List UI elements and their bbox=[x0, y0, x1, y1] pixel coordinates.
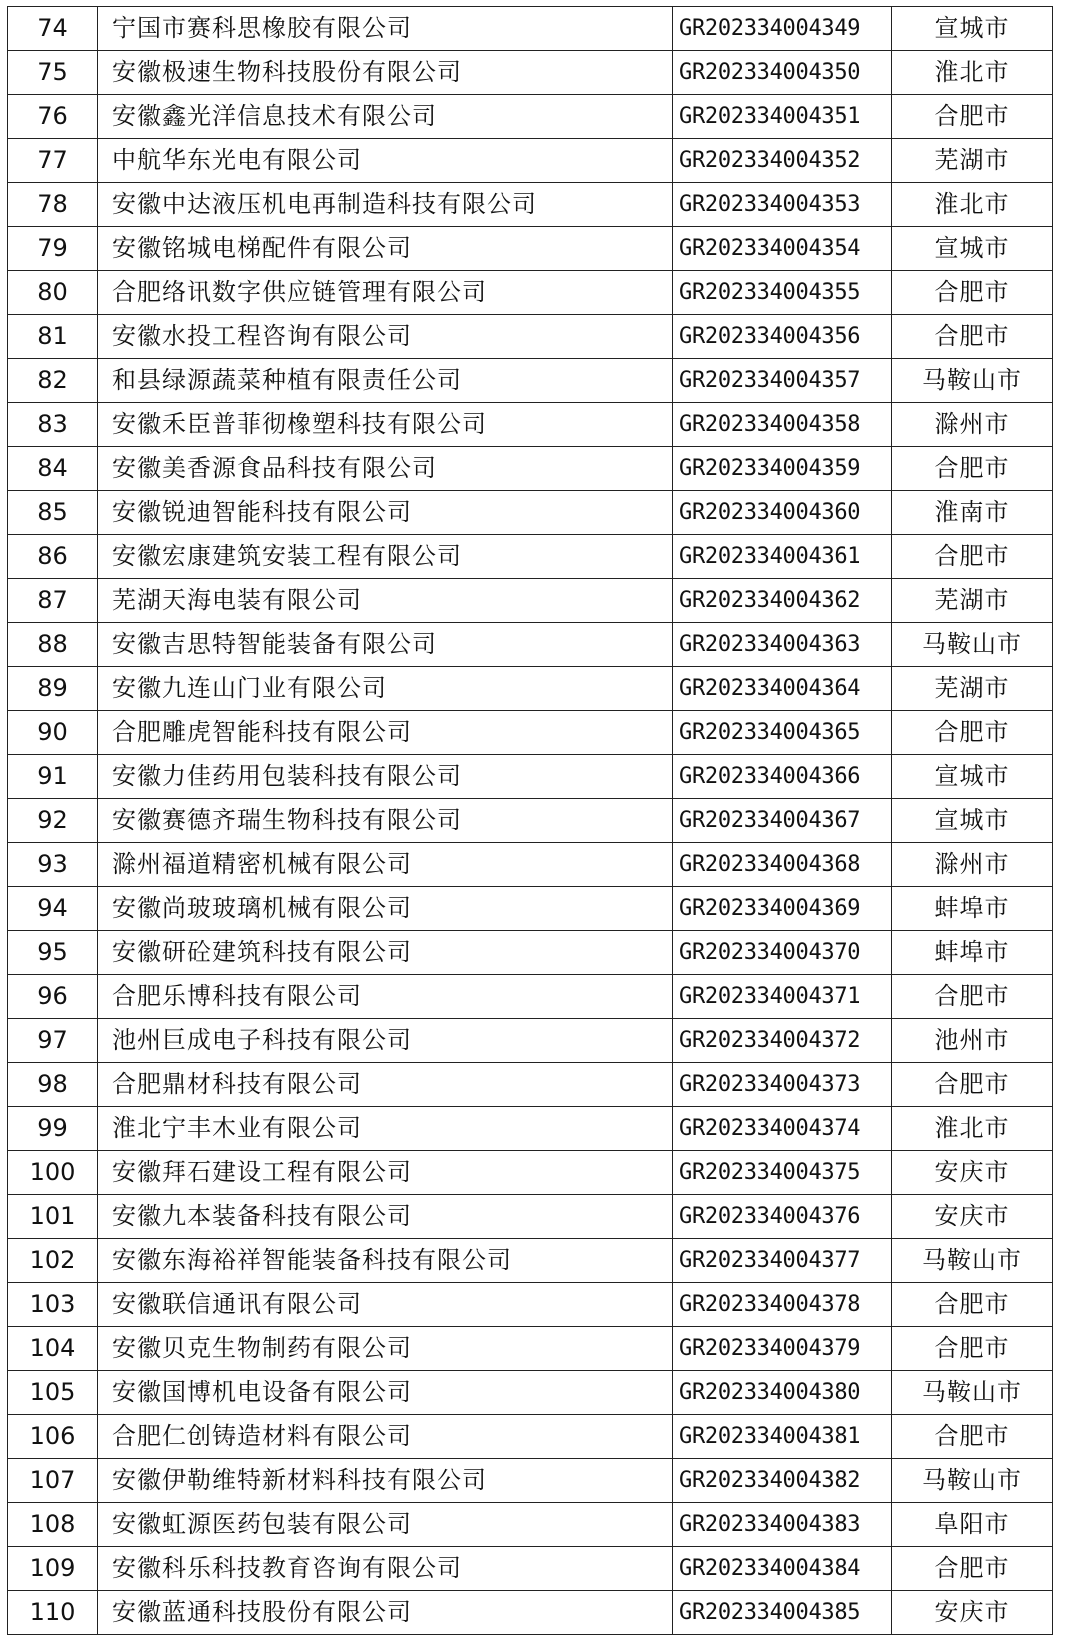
table-row bbox=[8, 799, 1053, 843]
row-number-cell: 85 bbox=[8, 491, 98, 535]
certificate-code-cell: GR202334004363 bbox=[673, 623, 892, 667]
row-number-cell: 96 bbox=[8, 975, 98, 1019]
certificate-code-cell: GR202334004380 bbox=[673, 1371, 892, 1415]
city-cell: 蚌埠市 bbox=[892, 931, 1053, 975]
certificate-code-cell: GR202334004383 bbox=[673, 1503, 892, 1547]
city-cell: 马鞍山市 bbox=[892, 1371, 1053, 1415]
row-number-cell: 75 bbox=[8, 51, 98, 95]
row-number-cell: 93 bbox=[8, 843, 98, 887]
city-cell: 马鞍山市 bbox=[892, 359, 1053, 403]
table-row bbox=[8, 887, 1053, 931]
row-number-cell: 74 bbox=[8, 7, 98, 51]
table-row bbox=[8, 1107, 1053, 1151]
certificate-code-cell: GR202334004369 bbox=[673, 887, 892, 931]
certificate-code-cell: GR202334004376 bbox=[673, 1195, 892, 1239]
table-row bbox=[8, 711, 1053, 755]
row-number-cell: 91 bbox=[8, 755, 98, 799]
certificate-code-cell: GR202334004368 bbox=[673, 843, 892, 887]
row-number-cell: 109 bbox=[8, 1547, 98, 1591]
city-cell: 合肥市 bbox=[892, 271, 1053, 315]
table-row bbox=[8, 227, 1053, 271]
certificate-code-cell: GR202334004378 bbox=[673, 1283, 892, 1327]
row-number-cell: 99 bbox=[8, 1107, 98, 1151]
table-row bbox=[8, 1591, 1053, 1635]
certificate-code-cell: GR202334004373 bbox=[673, 1063, 892, 1107]
company-name-cell: 安徽铭城电梯配件有限公司 bbox=[98, 227, 673, 271]
table-row bbox=[8, 315, 1053, 359]
table-row bbox=[8, 667, 1053, 711]
city-cell: 宣城市 bbox=[892, 7, 1053, 51]
city-cell: 合肥市 bbox=[892, 1327, 1053, 1371]
table-row bbox=[8, 1063, 1053, 1107]
row-number-cell: 78 bbox=[8, 183, 98, 227]
table-row bbox=[8, 139, 1053, 183]
certificate-code-cell: GR202334004371 bbox=[673, 975, 892, 1019]
certificate-code-cell: GR202334004359 bbox=[673, 447, 892, 491]
company-name-cell: 中航华东光电有限公司 bbox=[98, 139, 673, 183]
table-row bbox=[8, 95, 1053, 139]
table-row bbox=[8, 1503, 1053, 1547]
city-cell: 淮北市 bbox=[892, 51, 1053, 95]
company-name-cell: 池州巨成电子科技有限公司 bbox=[98, 1019, 673, 1063]
company-name-cell: 安徽水投工程咨询有限公司 bbox=[98, 315, 673, 359]
certificate-code-cell: GR202334004367 bbox=[673, 799, 892, 843]
row-number-cell: 76 bbox=[8, 95, 98, 139]
city-cell: 芜湖市 bbox=[892, 579, 1053, 623]
table-row bbox=[8, 1459, 1053, 1503]
company-name-cell: 安徽伊勒维特新材料科技有限公司 bbox=[98, 1459, 673, 1503]
certificate-code-cell: GR202334004377 bbox=[673, 1239, 892, 1283]
row-number-cell: 80 bbox=[8, 271, 98, 315]
row-number-cell: 98 bbox=[8, 1063, 98, 1107]
table-row bbox=[8, 1283, 1053, 1327]
table-row bbox=[8, 359, 1053, 403]
company-name-cell: 安徽极速生物科技股份有限公司 bbox=[98, 51, 673, 95]
company-name-cell: 安徽科乐科技教育咨询有限公司 bbox=[98, 1547, 673, 1591]
certificate-code-cell: GR202334004357 bbox=[673, 359, 892, 403]
company-name-cell: 安徽禾臣普菲彻橡塑科技有限公司 bbox=[98, 403, 673, 447]
city-cell: 淮南市 bbox=[892, 491, 1053, 535]
table-row bbox=[8, 51, 1053, 95]
city-cell: 蚌埠市 bbox=[892, 887, 1053, 931]
city-cell: 安庆市 bbox=[892, 1151, 1053, 1195]
company-name-cell: 安徽九本装备科技有限公司 bbox=[98, 1195, 673, 1239]
row-number-cell: 92 bbox=[8, 799, 98, 843]
certificate-code-cell: GR202334004362 bbox=[673, 579, 892, 623]
company-name-cell: 合肥乐博科技有限公司 bbox=[98, 975, 673, 1019]
certificate-code-cell: GR202334004354 bbox=[673, 227, 892, 271]
row-number-cell: 77 bbox=[8, 139, 98, 183]
certificate-code-cell: GR202334004374 bbox=[673, 1107, 892, 1151]
row-number-cell: 90 bbox=[8, 711, 98, 755]
city-cell: 合肥市 bbox=[892, 95, 1053, 139]
table-row bbox=[8, 1371, 1053, 1415]
row-number-cell: 105 bbox=[8, 1371, 98, 1415]
table-row bbox=[8, 1151, 1053, 1195]
row-number-cell: 101 bbox=[8, 1195, 98, 1239]
city-cell: 合肥市 bbox=[892, 1063, 1053, 1107]
company-name-cell: 安徽联信通讯有限公司 bbox=[98, 1283, 673, 1327]
city-cell: 宣城市 bbox=[892, 755, 1053, 799]
table-row bbox=[8, 1415, 1053, 1459]
row-number-cell: 102 bbox=[8, 1239, 98, 1283]
company-name-cell: 合肥雕虎智能科技有限公司 bbox=[98, 711, 673, 755]
city-cell: 马鞍山市 bbox=[892, 1459, 1053, 1503]
company-name-cell: 滁州福道精密机械有限公司 bbox=[98, 843, 673, 887]
row-number-cell: 94 bbox=[8, 887, 98, 931]
row-number-cell: 108 bbox=[8, 1503, 98, 1547]
city-cell: 宣城市 bbox=[892, 227, 1053, 271]
company-name-cell: 安徽研砼建筑科技有限公司 bbox=[98, 931, 673, 975]
table-row bbox=[8, 1239, 1053, 1283]
company-name-cell: 安徽蓝通科技股份有限公司 bbox=[98, 1591, 673, 1635]
enterprise-list-table-wrap bbox=[7, 6, 1053, 1635]
table-row bbox=[8, 931, 1053, 975]
company-name-cell: 安徽力佳药用包装科技有限公司 bbox=[98, 755, 673, 799]
row-number-cell: 104 bbox=[8, 1327, 98, 1371]
table-row bbox=[8, 579, 1053, 623]
row-number-cell: 106 bbox=[8, 1415, 98, 1459]
row-number-cell: 79 bbox=[8, 227, 98, 271]
certificate-code-cell: GR202334004379 bbox=[673, 1327, 892, 1371]
city-cell: 合肥市 bbox=[892, 711, 1053, 755]
certificate-code-cell: GR202334004366 bbox=[673, 755, 892, 799]
city-cell: 合肥市 bbox=[892, 975, 1053, 1019]
certificate-code-cell: GR202334004382 bbox=[673, 1459, 892, 1503]
row-number-cell: 83 bbox=[8, 403, 98, 447]
certificate-code-cell: GR202334004358 bbox=[673, 403, 892, 447]
row-number-cell: 110 bbox=[8, 1591, 98, 1635]
certificate-code-cell: GR202334004384 bbox=[673, 1547, 892, 1591]
table-row bbox=[8, 843, 1053, 887]
certificate-code-cell: GR202334004356 bbox=[673, 315, 892, 359]
row-number-cell: 95 bbox=[8, 931, 98, 975]
row-number-cell: 103 bbox=[8, 1283, 98, 1327]
table-row bbox=[8, 1195, 1053, 1239]
city-cell: 滁州市 bbox=[892, 403, 1053, 447]
company-name-cell: 安徽美香源食品科技有限公司 bbox=[98, 447, 673, 491]
city-cell: 淮北市 bbox=[892, 183, 1053, 227]
row-number-cell: 107 bbox=[8, 1459, 98, 1503]
company-name-cell: 安徽中达液压机电再制造科技有限公司 bbox=[98, 183, 673, 227]
certificate-code-cell: GR202334004350 bbox=[673, 51, 892, 95]
table-row bbox=[8, 447, 1053, 491]
company-name-cell: 安徽虹源医药包装有限公司 bbox=[98, 1503, 673, 1547]
city-cell: 池州市 bbox=[892, 1019, 1053, 1063]
city-cell: 马鞍山市 bbox=[892, 1239, 1053, 1283]
row-number-cell: 82 bbox=[8, 359, 98, 403]
certificate-code-cell: GR202334004385 bbox=[673, 1591, 892, 1635]
table-row bbox=[8, 1547, 1053, 1591]
company-name-cell: 安徽宏康建筑安装工程有限公司 bbox=[98, 535, 673, 579]
row-number-cell: 88 bbox=[8, 623, 98, 667]
city-cell: 滁州市 bbox=[892, 843, 1053, 887]
company-name-cell: 安徽拜石建设工程有限公司 bbox=[98, 1151, 673, 1195]
certificate-code-cell: GR202334004370 bbox=[673, 931, 892, 975]
city-cell: 阜阳市 bbox=[892, 1503, 1053, 1547]
city-cell: 芜湖市 bbox=[892, 667, 1053, 711]
table-row bbox=[8, 7, 1053, 51]
certificate-code-cell: GR202334004352 bbox=[673, 139, 892, 183]
city-cell: 安庆市 bbox=[892, 1591, 1053, 1635]
certificate-code-cell: GR202334004351 bbox=[673, 95, 892, 139]
company-name-cell: 和县绿源蔬菜种植有限责任公司 bbox=[98, 359, 673, 403]
city-cell: 淮北市 bbox=[892, 1107, 1053, 1151]
company-name-cell: 安徽九连山门业有限公司 bbox=[98, 667, 673, 711]
company-name-cell: 合肥鼎材科技有限公司 bbox=[98, 1063, 673, 1107]
certificate-code-cell: GR202334004360 bbox=[673, 491, 892, 535]
company-name-cell: 芜湖天海电装有限公司 bbox=[98, 579, 673, 623]
company-name-cell: 安徽鑫光洋信息技术有限公司 bbox=[98, 95, 673, 139]
table-row bbox=[8, 183, 1053, 227]
row-number-cell: 81 bbox=[8, 315, 98, 359]
row-number-cell: 87 bbox=[8, 579, 98, 623]
city-cell: 安庆市 bbox=[892, 1195, 1053, 1239]
company-name-cell: 安徽吉思特智能装备有限公司 bbox=[98, 623, 673, 667]
certificate-code-cell: GR202334004372 bbox=[673, 1019, 892, 1063]
table-row bbox=[8, 271, 1053, 315]
table-row bbox=[8, 975, 1053, 1019]
company-name-cell: 安徽东海裕祥智能装备科技有限公司 bbox=[98, 1239, 673, 1283]
table-row bbox=[8, 1327, 1053, 1371]
table-row bbox=[8, 535, 1053, 579]
certificate-code-cell: GR202334004381 bbox=[673, 1415, 892, 1459]
table-row bbox=[8, 1019, 1053, 1063]
table-body bbox=[8, 7, 1053, 1635]
company-name-cell: 合肥仁创铸造材料有限公司 bbox=[98, 1415, 673, 1459]
certificate-code-cell: GR202334004361 bbox=[673, 535, 892, 579]
company-name-cell: 安徽锐迪智能科技有限公司 bbox=[98, 491, 673, 535]
row-number-cell: 100 bbox=[8, 1151, 98, 1195]
certificate-code-cell: GR202334004353 bbox=[673, 183, 892, 227]
city-cell: 合肥市 bbox=[892, 1283, 1053, 1327]
city-cell: 合肥市 bbox=[892, 447, 1053, 491]
certificate-code-cell: GR202334004355 bbox=[673, 271, 892, 315]
company-name-cell: 合肥络讯数字供应链管理有限公司 bbox=[98, 271, 673, 315]
company-name-cell: 安徽国博机电设备有限公司 bbox=[98, 1371, 673, 1415]
company-name-cell: 安徽贝克生物制药有限公司 bbox=[98, 1327, 673, 1371]
company-name-cell: 淮北宁丰木业有限公司 bbox=[98, 1107, 673, 1151]
company-name-cell: 安徽尚玻玻璃机械有限公司 bbox=[98, 887, 673, 931]
city-cell: 合肥市 bbox=[892, 1415, 1053, 1459]
city-cell: 合肥市 bbox=[892, 535, 1053, 579]
row-number-cell: 84 bbox=[8, 447, 98, 491]
company-name-cell: 宁国市赛科思橡胶有限公司 bbox=[98, 7, 673, 51]
city-cell: 马鞍山市 bbox=[892, 623, 1053, 667]
table-row bbox=[8, 403, 1053, 447]
certificate-code-cell: GR202334004364 bbox=[673, 667, 892, 711]
city-cell: 合肥市 bbox=[892, 1547, 1053, 1591]
certificate-code-cell: GR202334004365 bbox=[673, 711, 892, 755]
city-cell: 宣城市 bbox=[892, 799, 1053, 843]
certificate-code-cell: GR202334004349 bbox=[673, 7, 892, 51]
city-cell: 合肥市 bbox=[892, 315, 1053, 359]
table-row bbox=[8, 623, 1053, 667]
row-number-cell: 86 bbox=[8, 535, 98, 579]
row-number-cell: 89 bbox=[8, 667, 98, 711]
city-cell: 芜湖市 bbox=[892, 139, 1053, 183]
table-row bbox=[8, 755, 1053, 799]
company-name-cell: 安徽赛德齐瑞生物科技有限公司 bbox=[98, 799, 673, 843]
table-row bbox=[8, 491, 1053, 535]
enterprise-list-table bbox=[7, 6, 1053, 1635]
certificate-code-cell: GR202334004375 bbox=[673, 1151, 892, 1195]
row-number-cell: 97 bbox=[8, 1019, 98, 1063]
